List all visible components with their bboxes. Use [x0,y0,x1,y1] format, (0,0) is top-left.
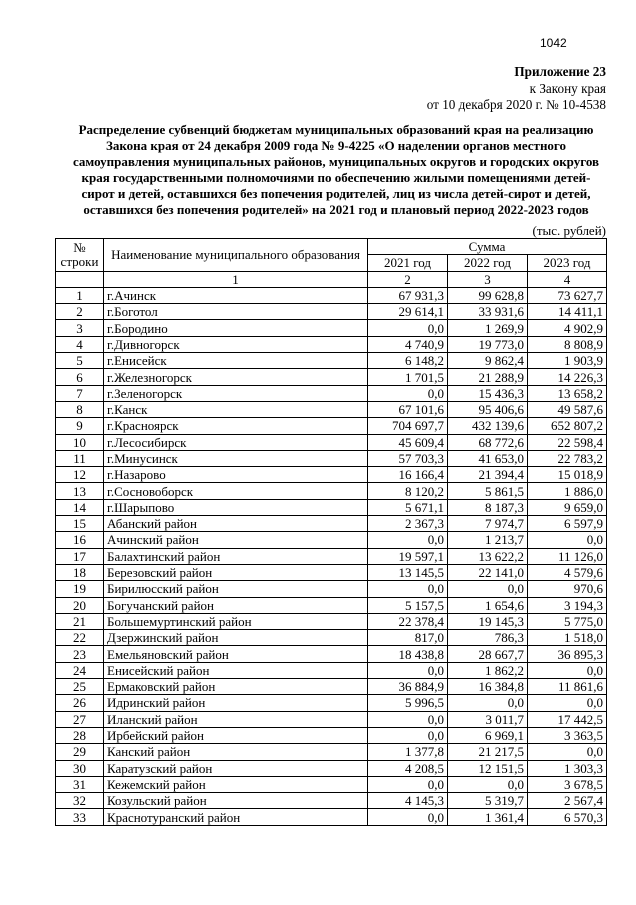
table-row [56,369,607,385]
row-number: 10 [56,434,104,450]
title-line: Распределение субвенций бюджетам муниципальных образований края на реализацию [78,122,594,137]
row-number: 21 [56,613,104,629]
municipality-name: г.Шарыпово [104,499,368,515]
amount-2023: 11 126,0 [528,548,607,564]
municipality-name: Иланский район [104,711,368,727]
municipality-name: Ермаковский район [104,679,368,695]
municipality-name: г.Назарово [104,467,368,483]
municipality-name: г.Железногорск [104,369,368,385]
table-row [56,760,607,776]
amount-2021: 19 597,1 [368,548,448,564]
table-row [56,320,607,336]
amount-2023: 1 518,0 [528,630,607,646]
amount-2021: 57 703,3 [368,450,448,466]
col-number-1 [56,271,104,287]
municipality-name: Бирилюсский район [104,581,368,597]
amount-2023: 22 783,2 [528,450,607,466]
amount-2021: 4 208,5 [368,760,448,776]
municipality-name: Большемуртинский район [104,613,368,629]
amount-2022: 99 628,8 [448,287,528,303]
appendix-date: от 10 декабря 2020 г. № 10-4538 [426,97,606,112]
col-number-3: 3 [448,271,528,287]
amount-2023: 49 587,6 [528,401,607,417]
table-row [56,776,607,792]
table-row [56,744,607,760]
municipality-name: Канский район [104,744,368,760]
municipality-name: г.Дивногорск [104,336,368,352]
header-year-2022: 2022 год [448,255,528,271]
municipality-name: Дзержинский район [104,630,368,646]
amount-2023: 36 895,3 [528,646,607,662]
amount-2022: 13 622,2 [448,548,528,564]
amount-2021: 4 145,3 [368,793,448,809]
row-number: 20 [56,597,104,613]
table-row [56,564,607,580]
amount-2022: 6 969,1 [448,727,528,743]
amount-2022: 1 269,9 [448,320,528,336]
amount-2022: 0,0 [448,776,528,792]
amount-2021: 0,0 [368,581,448,597]
amount-2023: 970,6 [528,581,607,597]
amount-2023: 4 579,6 [528,564,607,580]
table-row [56,711,607,727]
table-row [56,385,607,401]
amount-2023: 17 442,5 [528,711,607,727]
amount-2021: 36 884,9 [368,679,448,695]
amount-2023: 6 597,9 [528,516,607,532]
row-number: 12 [56,467,104,483]
subsidy-table [55,238,607,826]
amount-2023: 15 018,9 [528,467,607,483]
municipality-name: г.Ачинск [104,287,368,303]
amount-2021: 22 378,4 [368,613,448,629]
table-row [56,287,607,303]
row-number: 15 [56,516,104,532]
amount-2023: 4 902,9 [528,320,607,336]
appendix-header [427,64,606,114]
amount-2022: 19 145,3 [448,613,528,629]
table-row [56,613,607,629]
amount-2021: 0,0 [368,532,448,548]
table-row [56,418,607,434]
appendix-title: Приложение 23 [514,64,606,79]
amount-2021: 29 614,1 [368,304,448,320]
title-line: оставшихся без попечения родителей» на 2021 год и плановый период 2022-2023 годов [83,202,589,217]
table-row [56,727,607,743]
row-number: 29 [56,744,104,760]
row-number: 19 [56,581,104,597]
amount-2021: 67 931,3 [368,287,448,303]
amount-2021: 0,0 [368,320,448,336]
table-row [56,597,607,613]
table-row [56,401,607,417]
municipality-name: г.Минусинск [104,450,368,466]
amount-2023: 3 194,3 [528,597,607,613]
municipality-name: г.Канск [104,401,368,417]
municipality-name: г.Лесосибирск [104,434,368,450]
table-row [56,679,607,695]
row-number: 18 [56,564,104,580]
municipality-name: г.Красноярск [104,418,368,434]
municipality-name: Краснотуранский район [104,809,368,825]
amount-2022: 3 011,7 [448,711,528,727]
amount-2021: 0,0 [368,711,448,727]
amount-2022: 28 667,7 [448,646,528,662]
amount-2022: 1 213,7 [448,532,528,548]
municipality-name: Абанский район [104,516,368,532]
row-number: 27 [56,711,104,727]
row-number: 13 [56,483,104,499]
amount-2023: 1 903,9 [528,353,607,369]
table-row [56,793,607,809]
municipality-name: Емельяновский район [104,646,368,662]
row-number: 16 [56,532,104,548]
amount-2022: 15 436,3 [448,385,528,401]
col-number-4: 4 [528,271,607,287]
municipality-name: г.Бородино [104,320,368,336]
header-no-line2: строки [60,253,99,269]
header-year-2023: 2023 год [528,255,607,271]
row-number: 14 [56,499,104,515]
amount-2021: 817,0 [368,630,448,646]
table-row [56,581,607,597]
amount-2022: 1 361,4 [448,809,528,825]
amount-2023: 1 886,0 [528,483,607,499]
amount-2023: 0,0 [528,532,607,548]
amount-2021: 0,0 [368,727,448,743]
amount-2023: 3 363,5 [528,727,607,743]
appendix-law: к Закону края [529,80,606,96]
amount-2022: 41 653,0 [448,450,528,466]
amount-2022: 0,0 [448,581,528,597]
row-number: 30 [56,760,104,776]
amount-2021: 4 740,9 [368,336,448,352]
amount-2021: 6 148,2 [368,353,448,369]
amount-2022: 21 217,5 [448,744,528,760]
title-line: Закона края от 24 декабря 2009 года № 9-4225 «О наделении органов местного [105,138,567,153]
row-number: 1 [56,287,104,303]
amount-2021: 18 438,8 [368,646,448,662]
amount-2022: 95 406,6 [448,401,528,417]
table-row [56,434,607,450]
amount-2023: 8 808,9 [528,336,607,352]
header-no-line1: № [73,239,86,255]
amount-2021: 16 166,4 [368,467,448,483]
amount-2022: 432 139,6 [448,418,528,434]
amount-2023: 9 659,0 [528,499,607,515]
row-number: 7 [56,385,104,401]
amount-2023: 14 411,1 [528,304,607,320]
municipality-name: Козульский район [104,793,368,809]
amount-2023: 1 303,3 [528,760,607,776]
table-body [56,287,607,825]
amount-2021: 2 367,3 [368,516,448,532]
table-row [56,483,607,499]
table-row [56,353,607,369]
row-number: 4 [56,336,104,352]
amount-2022: 12 151,5 [448,760,528,776]
row-number: 33 [56,809,104,825]
amount-2021: 1 377,8 [368,744,448,760]
table-row [56,450,607,466]
amount-2021: 67 101,6 [368,401,448,417]
amount-2021: 0,0 [368,809,448,825]
municipality-name: Богучанский район [104,597,368,613]
row-number: 17 [56,548,104,564]
municipality-name: Березовский район [104,564,368,580]
amount-2022: 9 862,4 [448,353,528,369]
amount-2023: 11 861,6 [528,679,607,695]
municipality-name: Кежемский район [104,776,368,792]
municipality-name: г.Зеленогорск [104,385,368,401]
amount-2022: 5 861,5 [448,483,528,499]
amount-2022: 21 394,4 [448,467,528,483]
row-number: 3 [56,320,104,336]
amount-2022: 22 141,0 [448,564,528,580]
row-number: 5 [56,353,104,369]
amount-2021: 704 697,7 [368,418,448,434]
amount-2021: 8 120,2 [368,483,448,499]
table-row [56,499,607,515]
amount-2023: 14 226,3 [528,369,607,385]
amount-2021: 0,0 [368,385,448,401]
amount-2023: 6 570,3 [528,809,607,825]
amount-2022: 19 773,0 [448,336,528,352]
table-row [56,662,607,678]
col-number-1: 1 [104,271,368,287]
amount-2022: 21 288,9 [448,369,528,385]
row-number: 6 [56,369,104,385]
amount-2022: 16 384,8 [448,679,528,695]
header-year-2021: 2021 год [368,255,448,271]
amount-2021: 13 145,5 [368,564,448,580]
title-line: края государственными полномочиями по обеспечению жилыми помещениями детей- [81,170,591,185]
amount-2023: 0,0 [528,695,607,711]
document-title [72,122,600,218]
table-row [56,809,607,825]
municipality-name: Енисейский район [104,662,368,678]
row-number: 31 [56,776,104,792]
amount-2023: 0,0 [528,744,607,760]
table-row [56,548,607,564]
table-row [56,516,607,532]
row-number: 8 [56,401,104,417]
header-municipality: Наименование муниципального образования [104,239,368,272]
amount-2022: 5 319,7 [448,793,528,809]
municipality-name: г.Боготол [104,304,368,320]
table-row [56,630,607,646]
municipality-name: г.Енисейск [104,353,368,369]
amount-2023: 3 678,5 [528,776,607,792]
amount-2021: 5 996,5 [368,695,448,711]
amount-2023: 13 658,2 [528,385,607,401]
amount-2023: 2 567,4 [528,793,607,809]
row-number: 23 [56,646,104,662]
row-number: 25 [56,679,104,695]
page-number: 1042 [540,36,567,50]
title-line: самоуправления муниципальных районов, муниципальных округов и городских округов [72,154,600,169]
amount-2023: 652 807,2 [528,418,607,434]
amount-2022: 1 862,2 [448,662,528,678]
amount-2022: 33 931,6 [448,304,528,320]
municipality-name: Идринский район [104,695,368,711]
amount-2022: 786,3 [448,630,528,646]
amount-2022: 7 974,7 [448,516,528,532]
amount-2021: 45 609,4 [368,434,448,450]
amount-2022: 0,0 [448,695,528,711]
municipality-name: Балахтинский район [104,548,368,564]
table-row [56,304,607,320]
amount-2021: 0,0 [368,776,448,792]
amount-2023: 5 775,0 [528,613,607,629]
row-number: 9 [56,418,104,434]
title-line: сирот и детей, оставшихся без попечения родителей, лиц из числа детей-сирот и детей, [81,186,591,201]
row-number: 28 [56,727,104,743]
municipality-name: Ирбейский район [104,727,368,743]
amount-2021: 0,0 [368,662,448,678]
table-row [56,695,607,711]
amount-2023: 22 598,4 [528,434,607,450]
amount-2022: 68 772,6 [448,434,528,450]
table-row [56,646,607,662]
table-row [56,532,607,548]
row-number: 26 [56,695,104,711]
units-label: (тыс. рублей) [532,223,606,238]
municipality-name: Ачинский район [104,532,368,548]
row-number: 22 [56,630,104,646]
amount-2021: 5 157,5 [368,597,448,613]
amount-2021: 5 671,1 [368,499,448,515]
col-number-2: 2 [368,271,448,287]
row-number: 11 [56,450,104,466]
table-row [56,336,607,352]
amount-2023: 0,0 [528,662,607,678]
table-row [56,467,607,483]
municipality-name: г.Сосновоборск [104,483,368,499]
municipality-name: Каратузский район [104,760,368,776]
amount-2022: 8 187,3 [448,499,528,515]
row-number: 32 [56,793,104,809]
row-number: 2 [56,304,104,320]
amount-2022: 1 654,6 [448,597,528,613]
amount-2023: 73 627,7 [528,287,607,303]
header-row-number [56,239,104,272]
header-sum: Сумма [368,239,607,255]
amount-2021: 1 701,5 [368,369,448,385]
row-number: 24 [56,662,104,678]
